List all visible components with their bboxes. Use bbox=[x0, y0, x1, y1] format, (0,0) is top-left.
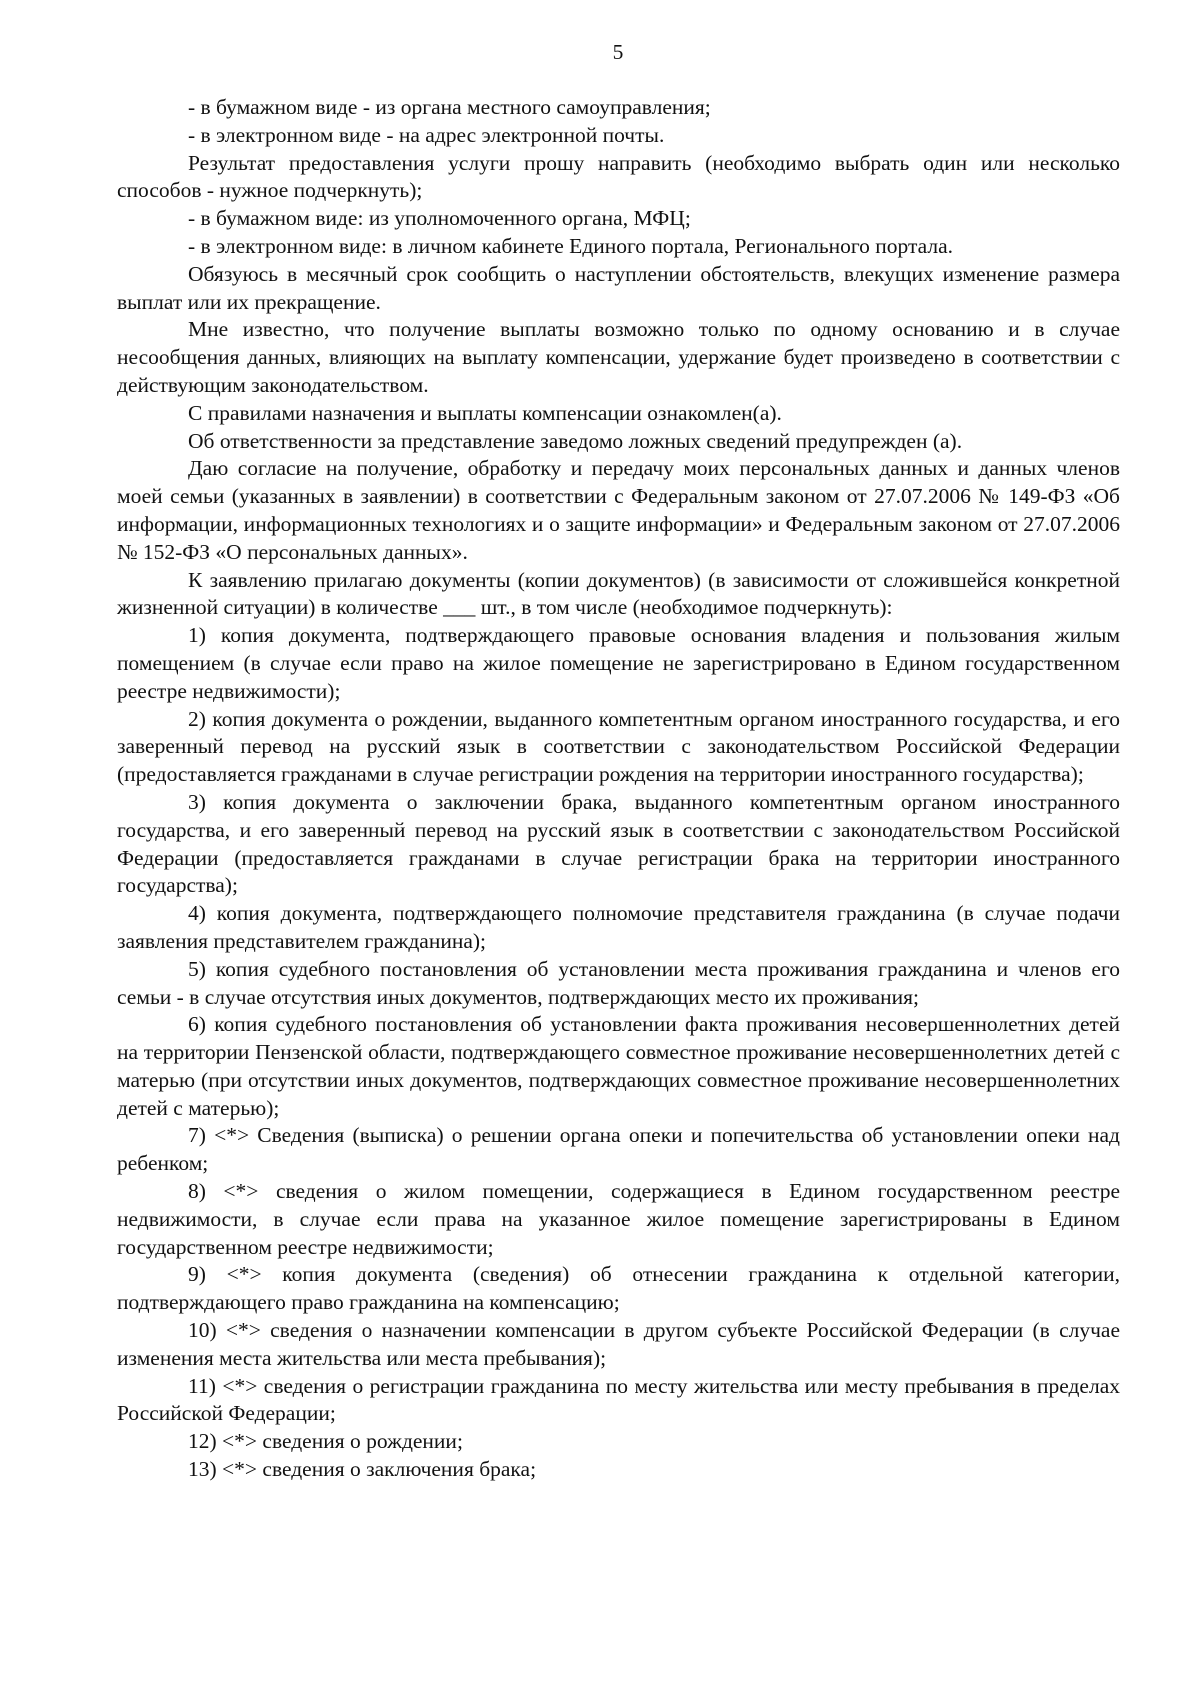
paragraph-rules-acknowledged: С правилами назначения и выплаты компенсации ознакомлен(а). bbox=[188, 400, 782, 425]
list-item-4: 4) копия документа, подтверждающего полномочие представителя гражданина (в случае подачи заявления представителем гражданина); bbox=[117, 901, 1120, 953]
list-item-2: 2) копия документа о рождении, выданного компетентным органом иностранного государства, и его заверенный перевод на русский язык в соответствии с законодательством Российской Федерации (предоставляется гражданами в случае регистрации рождения на территории иностранного государства); bbox=[117, 706, 1120, 787]
paragraph-attachments-intro: К заявлению прилагаю документы (копии документов) (в зависимости от сложившейся конкретной жизненной ситуации) в количестве ___ шт., в том числе (необходимое подчеркнуть): bbox=[117, 567, 1120, 620]
paragraph-consent: Даю согласие на получение, обработку и передачу моих персональных данных и данных членов моей семьи (указанных в заявлении) в соответствии с Федеральным законом от 27.07.2006 № 149-ФЗ «Об информации, информационных технологиях и о защите информации» и Федеральным законом от 27.07.2006 № 152-ФЗ «О персональных данных». bbox=[117, 456, 1120, 564]
list-item-1: 1) копия документа, подтверждающего правовые основания владения и пользования жилым помещением (в случае если право на жилое помещение не зарегистрировано в Едином государственном реестре недвижимости); bbox=[117, 623, 1120, 703]
paragraph-awareness: Мне известно, что получение выплаты возможно только по одному основанию и в случае несообщения данных, влияющих на выплату компенсации, удержание будет произведено в соответствии с действующим законодательством. bbox=[117, 317, 1120, 397]
list-item-3: 3) копия документа о заключении брака, выданного компетентным органом иностранного государства, и его заверенный перевод на русский язык в соответствии с законодательством Российской Федерации (предоставляется гражданами в случае регистрации брака на территории иностранного государства); bbox=[117, 789, 1120, 898]
list-item-9: 9) <*> копия документа (сведения) об отнесении гражданина к отдельной категории, подтверждающего право гражданина на компенсацию; bbox=[117, 1262, 1120, 1315]
paragraph-result-electronic: - в электронном виде: в личном кабинете Единого портала, Регионального портала. bbox=[188, 233, 954, 258]
paragraph-delivery-email: - в электронном виде - на адрес электронной почты. bbox=[188, 122, 665, 147]
list-item-11: 11) <*> сведения о регистрации гражданина по месту жительства или месту пребывания в пределах Российской Федерации; bbox=[117, 1373, 1120, 1426]
paragraph-obligation: Обязуюсь в месячный срок сообщить о наступлении обстоятельств, влекущих изменение размера выплат или их прекращение. bbox=[117, 261, 1120, 314]
list-item-12: 12) <*> сведения о рождении; bbox=[188, 1429, 463, 1454]
page-number: 5 bbox=[612, 40, 624, 64]
list-item-8: 8) <*> сведения о жилом помещении, содержащиеся в Едином государственном реестре недвижимости, в случае если права на указанное жилое помещение зарегистрированы в Едином государственном реестре недвижимости; bbox=[117, 1179, 1120, 1259]
list-item-6: 6) копия судебного постановления об установлении факта проживания несовершеннолетних детей на территории Пензенской области, подтверждающего совместное проживание несовершеннолетних детей с матерью (при отсутствии иных документов, подтверждающих совместное проживание несовершеннолетних детей с матерью); bbox=[117, 1012, 1120, 1120]
document-body bbox=[117, 94, 1120, 1484]
paragraph-result-paper: - в бумажном виде: из уполномоченного органа, МФЦ; bbox=[188, 206, 691, 231]
paragraph-delivery-paper-local: - в бумажном виде - из органа местного самоуправления; bbox=[188, 95, 711, 119]
list-item-10: 10) <*> сведения о назначении компенсации в другом субъекте Российской Федерации (в случае изменения места жительства или места пребывания); bbox=[117, 1318, 1120, 1370]
paragraph-liability: Об ответственности за представление заведомо ложных сведений предупрежден (а). bbox=[188, 428, 963, 453]
list-item-5: 5) копия судебного постановления об установлении места проживания гражданина и членов его семьи - в случае отсутствия иных документов, подтверждающих место их проживания; bbox=[117, 956, 1120, 1009]
paragraph-result-delivery: Результат предоставления услуги прошу направить (необходимо выбрать один или несколько способов - нужное подчеркнуть); bbox=[117, 150, 1120, 203]
list-item-7: 7) <*> Сведения (выписка) о решении органа опеки и попечительства об установлении опеки над ребенком; bbox=[117, 1123, 1120, 1176]
list-item-13: 13) <*> сведения о заключения брака; bbox=[188, 1457, 537, 1482]
